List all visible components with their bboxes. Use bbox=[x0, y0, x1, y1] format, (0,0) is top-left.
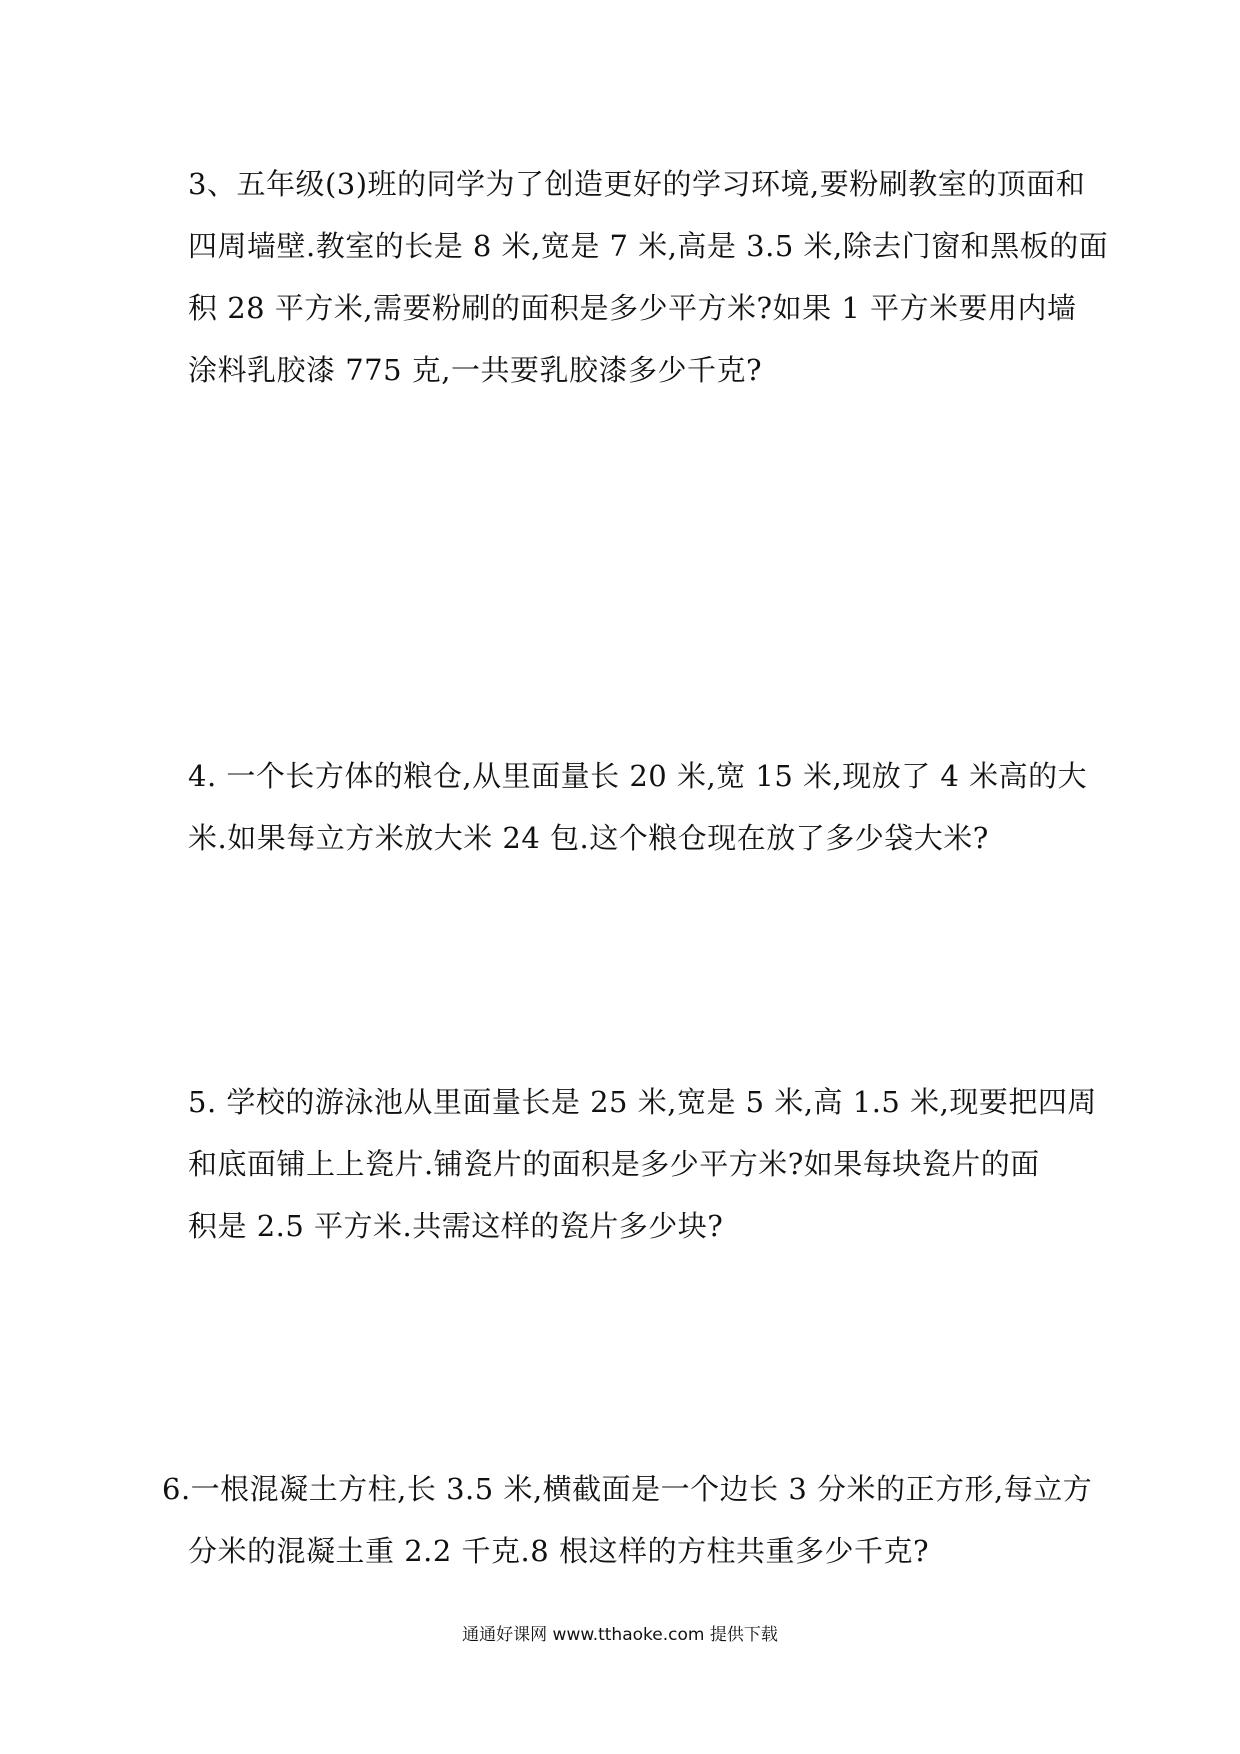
problem-5 bbox=[188, 1071, 1097, 1257]
problem-5-line-2: 和底面铺上上瓷片.铺瓷片的面积是多少平方米?如果每块瓷片的面 bbox=[188, 1147, 1040, 1181]
problem-5-line-3: 积是 2.5 平方米.共需这样的瓷片多少块? bbox=[188, 1209, 724, 1243]
problem-4-line-1: 4. 一个长方体的粮仓,从里面量长 20 米,宽 15 米,现放了 4 米高的大 bbox=[188, 759, 1088, 793]
problem-6-line-1: 6.一根混凝土方柱,长 3.5 米,横截面是一个边长 3 分米的正方形,每立方 bbox=[162, 1472, 1093, 1506]
problem-5-line-1: 5. 学校的游泳池从里面量长是 25 米,宽是 5 米,高 1.5 米,现要把四周 bbox=[188, 1085, 1097, 1119]
problem-3-line-4: 涂料乳胶漆 775 克,一共要乳胶漆多少千克? bbox=[188, 353, 763, 387]
problem-3 bbox=[188, 153, 1109, 401]
problem-4 bbox=[188, 745, 1088, 869]
problem-3-line-2: 四周墙壁.教室的长是 8 米,宽是 7 米,高是 3.5 米,除去门窗和黑板的面 bbox=[188, 229, 1109, 263]
problem-3-line-3: 积 28 平方米,需要粉刷的面积是多少平方米?如果 1 平方米要用内墙 bbox=[188, 291, 1077, 325]
problem-6 bbox=[162, 1458, 1093, 1582]
problem-6-line-2: 分米的混凝土重 2.2 千克.8 根这样的方柱共重多少千克? bbox=[188, 1534, 929, 1568]
problem-4-line-2: 米.如果每立方米放大米 24 包.这个粮仓现在放了多少袋大米? bbox=[188, 821, 989, 855]
problem-3-line-1: 3、五年级(3)班的同学为了创造更好的学习环境,要粉刷教室的顶面和 bbox=[188, 167, 1086, 201]
footer-source-note: 通通好课网 www.tthaoke.com 提供下载 bbox=[462, 1625, 778, 1645]
